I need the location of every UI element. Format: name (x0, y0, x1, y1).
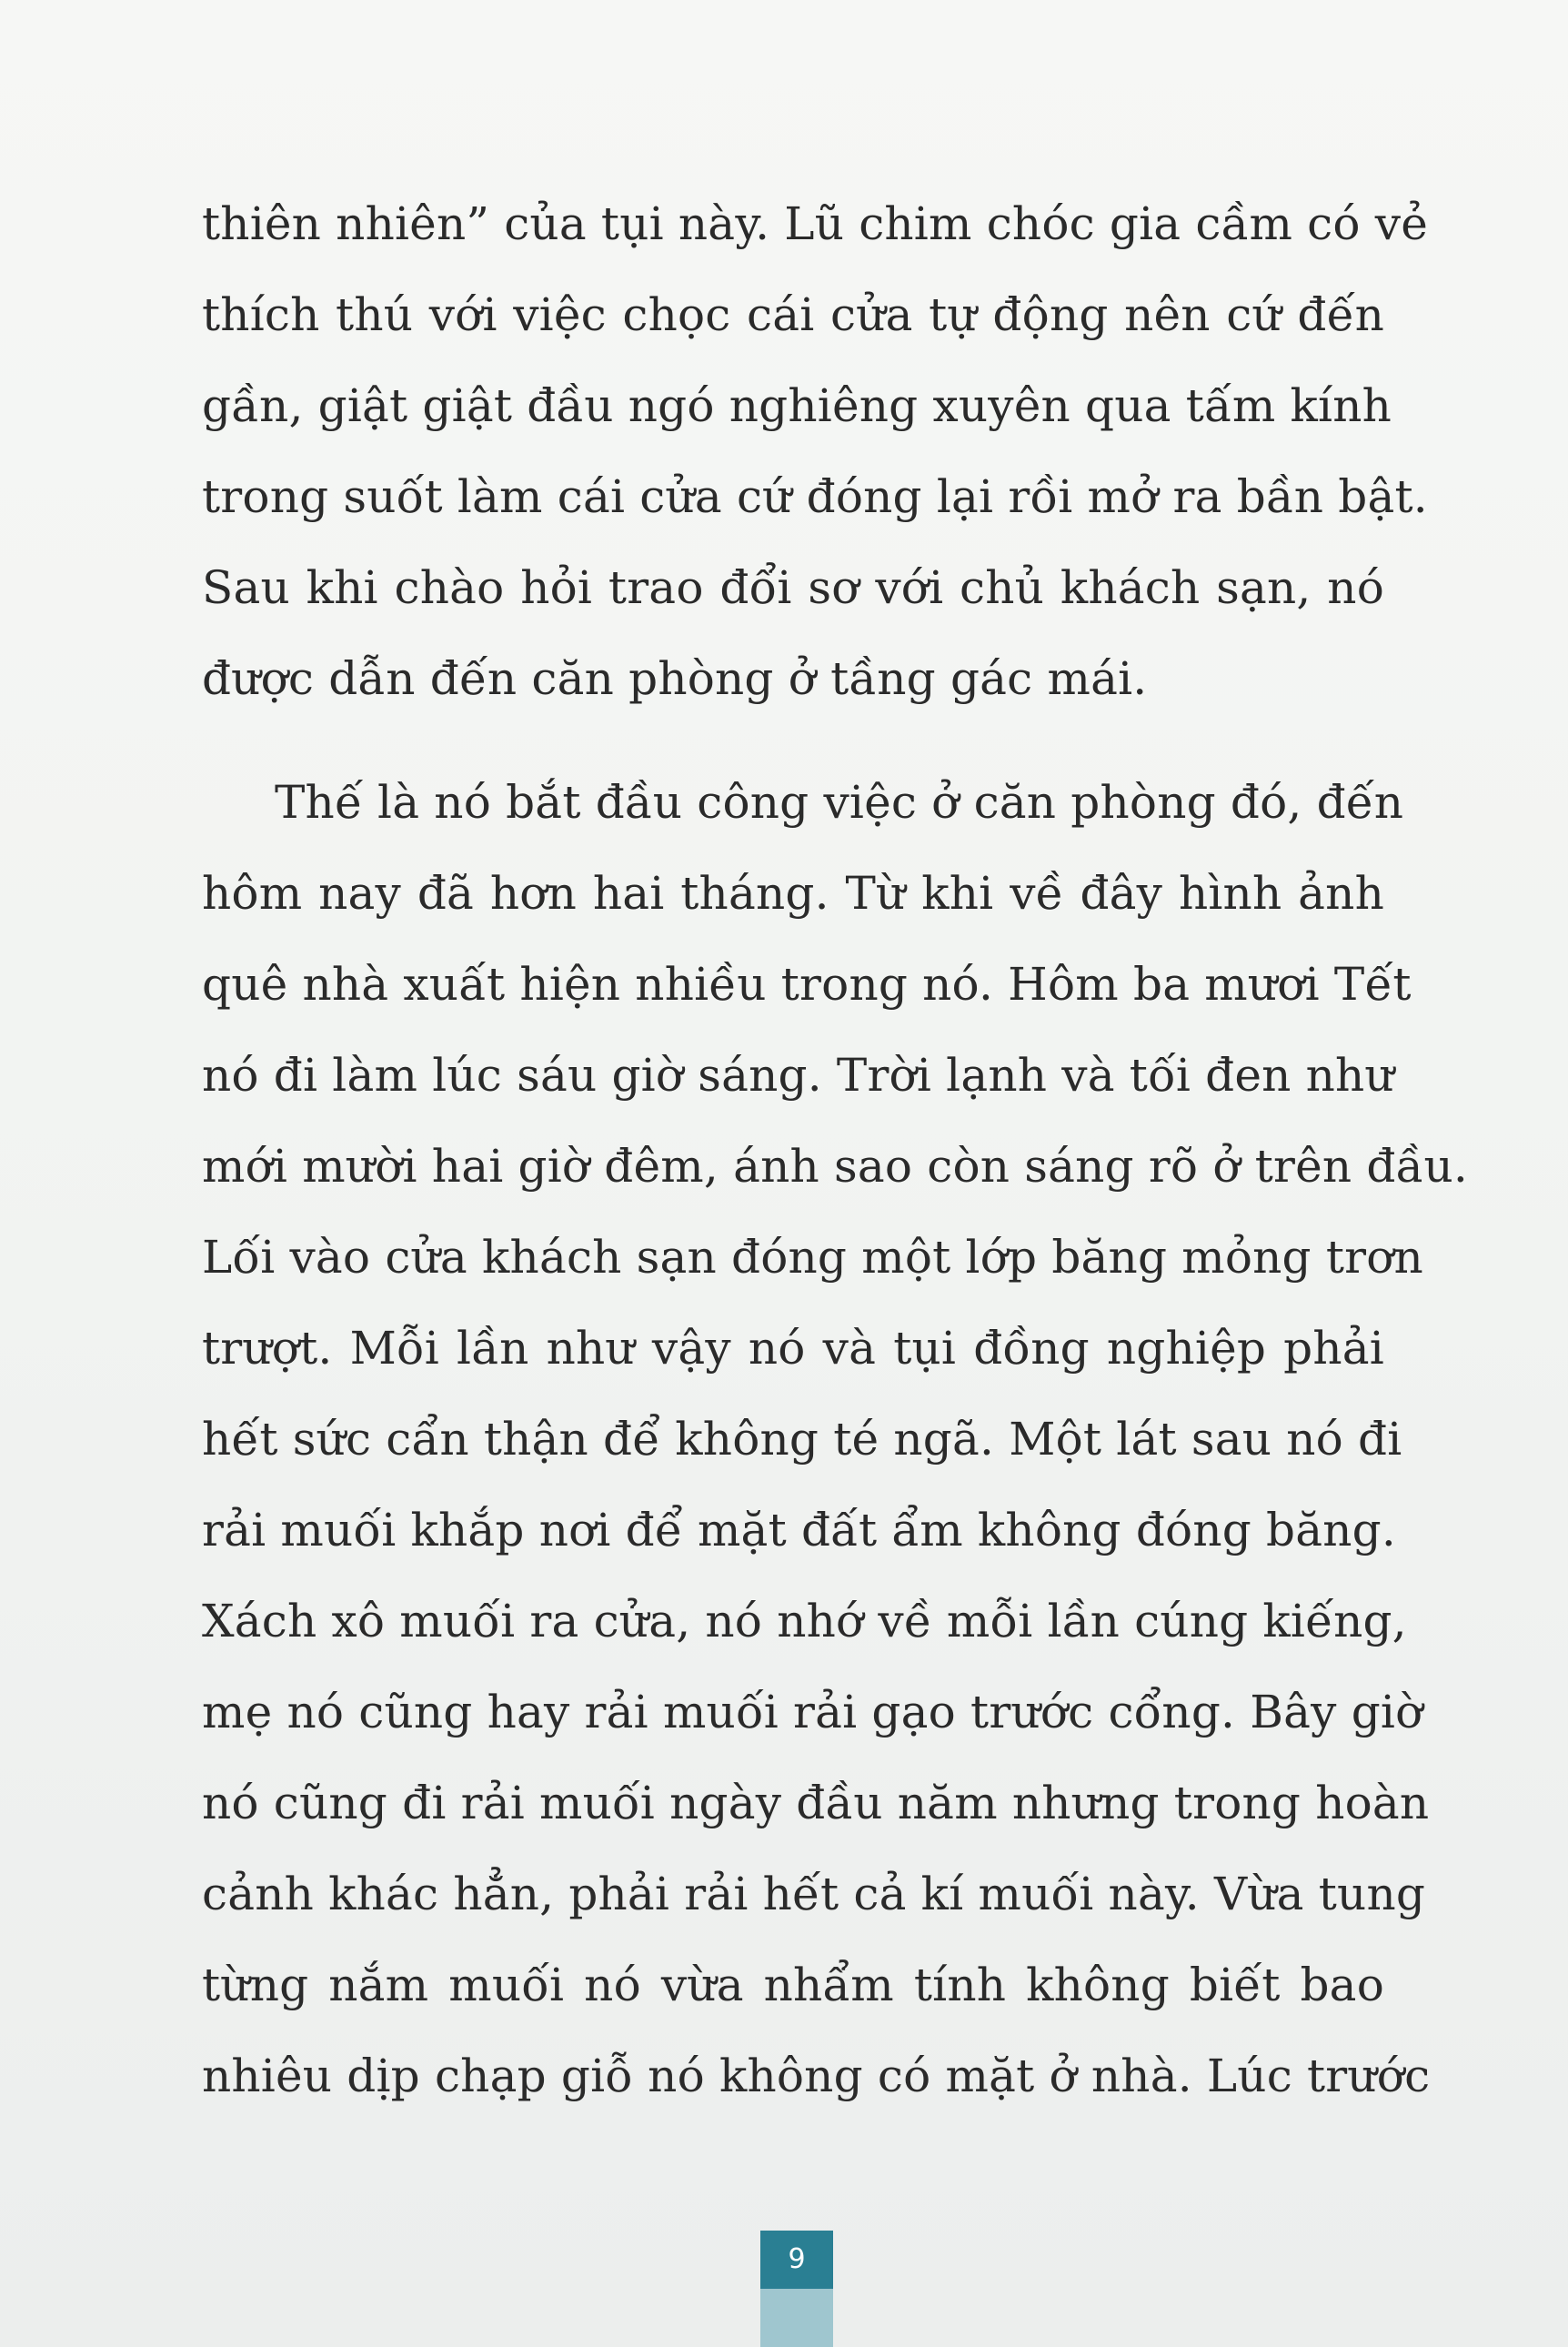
text-line: rải muối khắp nơi để mặt đất ẩm không đóng băng. (202, 1504, 1396, 1556)
text-line: được dẫn đến căn phòng ở tầng gác mái. (202, 652, 1148, 705)
text-line: nó cũng đi rải muối ngày đầu năm nhưng trong hoàn (202, 1777, 1430, 1829)
text-line: hôm nay đã hơn hai tháng. Từ khi về đây hình ảnh (202, 867, 1384, 920)
text-line: Xách xô muối ra cửa, nó nhớ về mỗi lần cúng kiếng, (202, 1595, 1407, 1647)
text-line: quê nhà xuất hiện nhiều trong nó. Hôm ba mươi Tết (202, 958, 1412, 1011)
text-line: trong suốt làm cái cửa cứ đóng lại rồi mở ra bần bật. (202, 470, 1428, 523)
text-line: hết sức cẩn thận để không té ngã. Một lát sau nó đi (202, 1413, 1402, 1466)
text-line: nhiêu dịp chạp giỗ nó không có mặt ở nhà. Lúc trước (202, 2050, 1431, 2102)
text-line: trượt. Mỗi lần như vậy nó và tụi đồng nghiệp phải (202, 1322, 1384, 1375)
text-line: nó đi làm lúc sáu giờ sáng. Trời lạnh và tối đen như (202, 1049, 1394, 1102)
text-line: mới mười hai giờ đêm, ánh sao còn sáng rõ ở trên đầu. (202, 1140, 1468, 1193)
text-line: Thế là nó bắt đầu công việc ở căn phòng đó, đến (275, 776, 1404, 829)
text-line: Sau khi chào hỏi trao đổi sơ với chủ khách sạn, nó (202, 561, 1384, 614)
text-line: gần, giật giật đầu ngó nghiêng xuyên qua tấm kính (202, 379, 1392, 432)
paragraph-gap (202, 724, 1384, 757)
text-line: từng nắm muối nó vừa nhẩm tính không biết bao (202, 1959, 1384, 2011)
page-number: 9 (760, 2231, 833, 2289)
page-tab-decoration (760, 2289, 833, 2347)
body-text (202, 178, 1468, 2121)
paragraph-1 (202, 178, 1428, 724)
text-line: thiên nhiên” của tụi này. Lũ chim chóc gia cầm có vẻ (202, 197, 1428, 250)
paragraph-2 (202, 757, 1468, 2121)
text-line: Lối vào cửa khách sạn đóng một lớp băng mỏng trơn (202, 1231, 1423, 1284)
text-line: cảnh khác hẳn, phải rải hết cả kí muối này. Vừa tung (202, 1868, 1426, 1920)
text-line: thích thú với việc chọc cái cửa tự động nên cứ đến (202, 288, 1384, 341)
text-line: mẹ nó cũng hay rải muối rải gạo trước cổng. Bây giờ (202, 1686, 1423, 1738)
